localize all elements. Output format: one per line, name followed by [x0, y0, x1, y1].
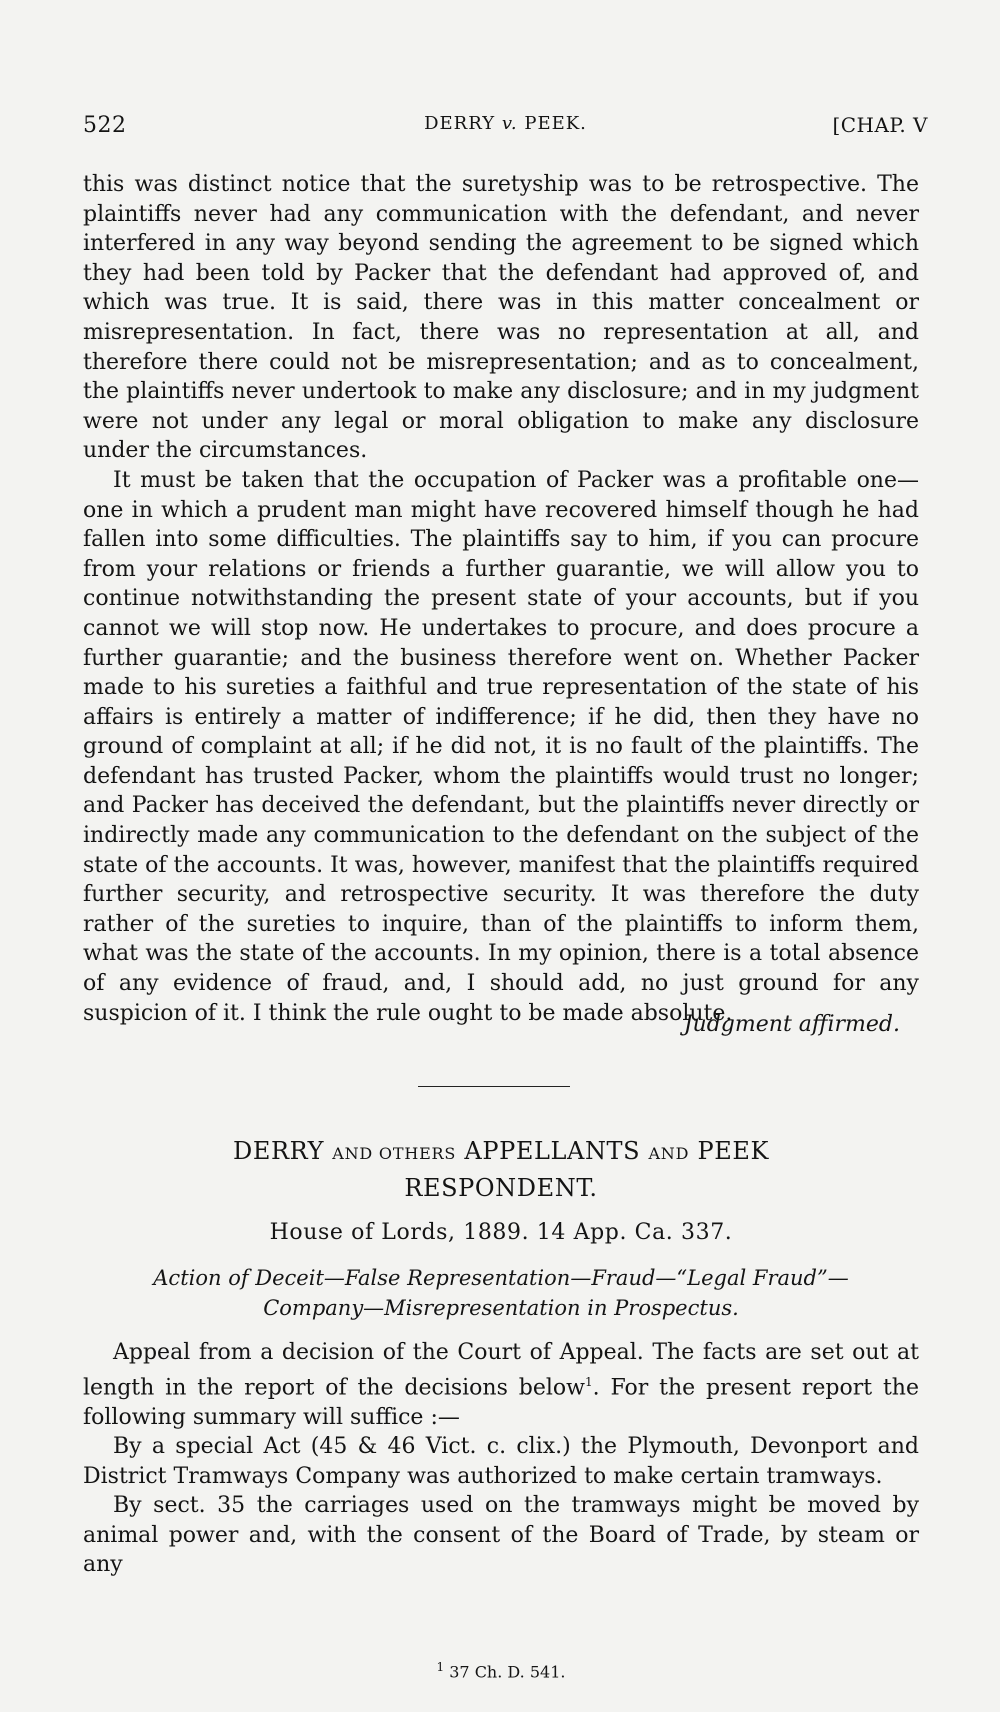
- page-number: 522: [83, 113, 127, 138]
- paragraph-continuation: this was distinct notice that the suretyship was to be retrospective. The plaintiffs never had any communication with the defendant, and never interfered in any way beyond sending the agreement to be signed which they had been told by Packer that the defendant had approved of, and which was true. It is said, there was in this matter concealment or misrepresentation. In fact, there was no representation at all, and therefore there could not be misrepresentation; and as to concealment, the plaintiffs never undertook to make any disclosure; and in my judgment were not under any legal or moral obligation to make any disclosure under the circumstances.: [83, 172, 919, 464]
- court-year: , 1889. 14: [448, 1220, 574, 1245]
- section-divider: [418, 1086, 570, 1087]
- running-title: [83, 113, 928, 134]
- paragraph-special-act: By a special Act (45 & 46 Vict. c. clix.) the Plymouth, Devonport and District Tramways Company was authorized to make certain tramways.: [83, 1434, 919, 1489]
- paragraph-sect-35: By sect. 35 the carriages used on the tramways might be moved by animal power and, with the consent of the Board of Trade, by steam or any: [83, 1493, 919, 1578]
- case-summary-text: [83, 1338, 919, 1580]
- case-title-and: AND: [648, 1144, 690, 1163]
- footnote-ref: 1: [584, 1374, 593, 1389]
- case-title-appellants: APPELLANTS: [456, 1137, 649, 1165]
- case-title-respondent: RESPONDENT.: [404, 1174, 598, 1202]
- running-title-v: v.: [501, 113, 518, 134]
- opinion-text: [83, 170, 919, 1028]
- appeal-word: Appeal: [113, 1340, 191, 1365]
- court-house: House of Lords: [269, 1220, 449, 1245]
- case-title-and-others: AND OTHERS: [332, 1144, 457, 1163]
- headnote: [83, 1263, 919, 1323]
- paragraph-occupation: It must be taken that the occupation of Packer was a profitable one—one in which a prudent man might have recovered himself though he had fallen into some difficulties. The plaintiffs say to him, if you can procure from your relations or friends a further guarantie, we will allow you to continue notwithstanding the present state of your accounts, but if you cannot we will stop now. He undertakes to procure, and does procure a further guarantie; and the business therefore went on. Whether Packer made to his sureties a faithful and true representation of the state of his affairs is entirely a matter of indifference; if he did, then they have no ground of complaint at all; if he did not, it is no fault of the plaintiffs. The defendant has trusted Packer, whom the plaintiffs would trust no longer; and Packer has deceived the defendant, but the plaintiffs never directly or indirectly made any communication to the defendant on the subject of the state of the accounts. It was, however, manifest that the plaintiffs required further security, and retrospective security. It was therefore the duty rather of the sureties to inquire, than of the plaintiffs to inform them, what was the state of the accounts. In my opinion, there is a total absence of any evidence of fraud, and, I should add, no just ground for any suspicion of it. I think the rule ought to be made absolute.: [83, 467, 919, 1026]
- footnote-text: 37 Ch. D. 541.: [444, 1662, 566, 1682]
- headnote-line-2: Company—Misrepresentation in Prospectus.: [263, 1296, 739, 1320]
- paragraph-appeal: [83, 1338, 919, 1432]
- appeal-text: from a decision of the Court of Appeal. The facts are set out at length in the report of the decisions below: [83, 1340, 919, 1400]
- court-page: 337.: [673, 1220, 733, 1245]
- headnote-line-1: Action of Deceit—False Representation—Fraud—“Legal Fraud”—: [153, 1266, 849, 1290]
- court-reporter: App. Ca.: [573, 1220, 674, 1245]
- case-title: [83, 1134, 919, 1205]
- footnote: [83, 1660, 919, 1681]
- case-title-peek: PEEK: [689, 1137, 769, 1165]
- running-header: [83, 113, 928, 145]
- court-citation: [83, 1220, 919, 1245]
- appeal-text-end: . For the present report the following summary will suffice :—: [83, 1374, 919, 1430]
- footnote-mark: 1: [436, 1660, 445, 1674]
- chapter-label: [CHAP. V: [832, 113, 928, 137]
- running-title-b: PEEK.: [517, 113, 587, 134]
- judgment-line: Judgment affirmed.: [683, 1012, 900, 1037]
- case-title-derry: DERRY: [233, 1137, 333, 1165]
- running-title-a: DERRY: [424, 113, 502, 134]
